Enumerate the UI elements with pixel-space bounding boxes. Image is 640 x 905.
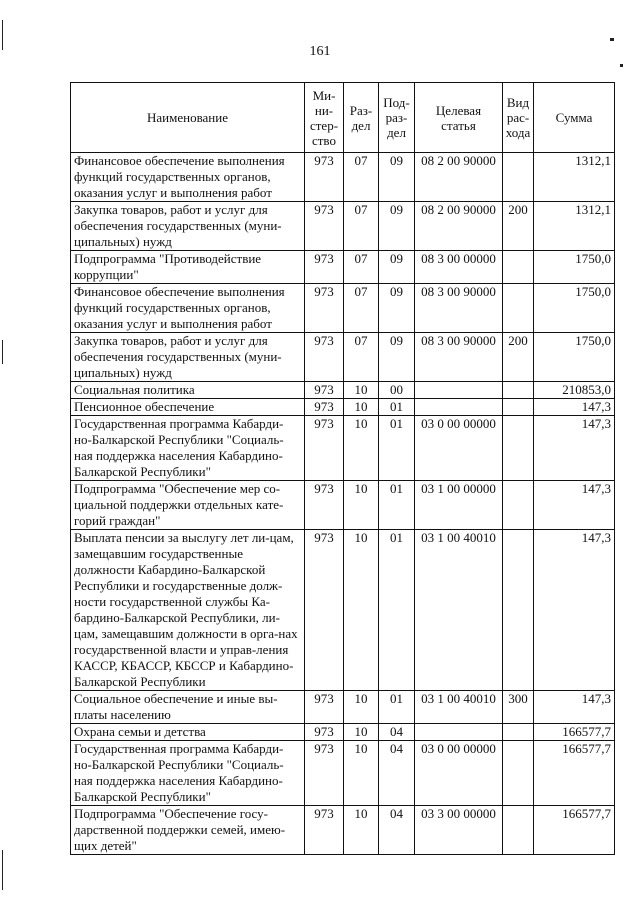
header-section [344, 83, 379, 153]
cell-name: Социальная политика [71, 382, 305, 399]
cell-ministry: 973 [305, 530, 344, 691]
cell-ministry: 973 [305, 481, 344, 530]
budget-table [70, 82, 615, 855]
cell-ministry: 973 [305, 382, 344, 399]
cell-target: 08 2 00 90000 [415, 202, 503, 251]
header-amount: Сумма [534, 83, 615, 153]
cell-expense-type [503, 416, 534, 481]
cell-name: Социальное обеспечение и иные вы-платы населению [71, 691, 305, 724]
cell-name: Государственная программа Кабарди-но-Балкарской Республики "Социаль-ная поддержка населения Кабардино-Балкарской Республики" [71, 416, 305, 481]
cell-expense-type [503, 251, 534, 284]
cell-subsection: 01 [379, 416, 415, 481]
table-header-row [71, 83, 615, 153]
cell-expense-type [503, 481, 534, 530]
table-row [71, 202, 615, 251]
cell-subsection: 09 [379, 284, 415, 333]
cell-subsection: 00 [379, 382, 415, 399]
cell-target: 08 2 00 90000 [415, 153, 503, 202]
cell-subsection: 09 [379, 153, 415, 202]
cell-target: 03 1 00 40010 [415, 691, 503, 724]
cell-section: 07 [344, 153, 379, 202]
cell-amount: 1750,0 [534, 284, 615, 333]
cell-amount: 147,3 [534, 530, 615, 691]
cell-target: 03 0 00 00000 [415, 741, 503, 806]
cell-section: 07 [344, 251, 379, 284]
table-row [71, 741, 615, 806]
cell-subsection: 09 [379, 202, 415, 251]
cell-target [415, 382, 503, 399]
cell-expense-type [503, 806, 534, 855]
cell-ministry: 973 [305, 741, 344, 806]
cell-target [415, 399, 503, 416]
cell-subsection: 01 [379, 691, 415, 724]
table-row [71, 806, 615, 855]
cell-expense-type: 200 [503, 202, 534, 251]
cell-expense-type [503, 530, 534, 691]
header-subsection-text: Под- раз- дел [383, 95, 410, 140]
cell-expense-type [503, 399, 534, 416]
cell-ministry: 973 [305, 806, 344, 855]
table-row [71, 251, 615, 284]
cell-subsection: 01 [379, 530, 415, 691]
cell-amount: 210853,0 [534, 382, 615, 399]
page-number: 161 [309, 44, 331, 59]
cell-amount: 166577,7 [534, 724, 615, 741]
table-row [71, 284, 615, 333]
cell-section: 10 [344, 481, 379, 530]
cell-target: 03 1 00 00000 [415, 481, 503, 530]
cell-section: 10 [344, 691, 379, 724]
cell-subsection: 09 [379, 251, 415, 284]
header-subsection [379, 83, 415, 153]
table-row [71, 481, 615, 530]
cell-amount: 1750,0 [534, 333, 615, 382]
table-body [71, 153, 615, 855]
cell-expense-type [503, 741, 534, 806]
cell-section: 07 [344, 202, 379, 251]
table-row [71, 153, 615, 202]
cell-expense-type [503, 724, 534, 741]
cell-name: Финансовое обеспечение выполнения функций государственных органов, оказания услуг и выполнения работ [71, 284, 305, 333]
header-name: Наименование [71, 83, 305, 153]
cell-section: 10 [344, 741, 379, 806]
cell-amount: 147,3 [534, 416, 615, 481]
cell-amount: 1750,0 [534, 251, 615, 284]
cell-section: 10 [344, 382, 379, 399]
scan-mark-right-2 [620, 64, 623, 67]
cell-ministry: 973 [305, 284, 344, 333]
cell-target: 03 1 00 40010 [415, 530, 503, 691]
cell-ministry: 973 [305, 333, 344, 382]
cell-section: 10 [344, 530, 379, 691]
table-row [71, 399, 615, 416]
cell-section: 07 [344, 333, 379, 382]
cell-subsection: 04 [379, 806, 415, 855]
cell-name: Охрана семьи и детства [71, 724, 305, 741]
cell-subsection: 09 [379, 333, 415, 382]
cell-section: 10 [344, 399, 379, 416]
header-target-text: Целевая статья [435, 102, 482, 133]
cell-amount: 1312,1 [534, 202, 615, 251]
header-section-text: Раз- дел [349, 102, 373, 133]
cell-subsection: 04 [379, 724, 415, 741]
table-row [71, 382, 615, 399]
cell-ministry: 973 [305, 399, 344, 416]
cell-name: Финансовое обеспечение выполнения функций государственных органов, оказания услуг и выполнения работ [71, 153, 305, 202]
cell-target: 03 0 00 00000 [415, 416, 503, 481]
header-ministry [305, 83, 344, 153]
cell-ministry: 973 [305, 251, 344, 284]
cell-target: 03 3 00 00000 [415, 806, 503, 855]
cell-ministry: 973 [305, 416, 344, 481]
cell-subsection: 04 [379, 741, 415, 806]
cell-name: Закупка товаров, работ и услуг для обеспечения государственных (муни-ципальных) нужд [71, 333, 305, 382]
cell-target [415, 724, 503, 741]
cell-subsection: 01 [379, 481, 415, 530]
scan-mark-right-1 [610, 38, 614, 41]
cell-amount: 147,3 [534, 691, 615, 724]
cell-ministry: 973 [305, 202, 344, 251]
cell-amount: 147,3 [534, 399, 615, 416]
cell-expense-type [503, 153, 534, 202]
scan-mark-left-3 [2, 850, 3, 890]
cell-target: 08 3 00 00000 [415, 251, 503, 284]
scan-mark-left-1 [2, 20, 3, 50]
cell-amount: 166577,7 [534, 741, 615, 806]
cell-name: Выплата пенсии за выслугу лет ли-цам, замещавшим государственные должности Кабардино-Балкарской Республики и государственные долж-ности государственной службы Ка-бардино-Балкарской Республики, ли-цам, замещавшим должности в орга-нах государственной власти и управ-ления КАССР, КБАССР, КБССР и Кабардино-Балкарской Республики [71, 530, 305, 691]
table-row [71, 691, 615, 724]
cell-amount: 1312,1 [534, 153, 615, 202]
table-row [71, 333, 615, 382]
cell-section: 10 [344, 724, 379, 741]
cell-amount: 166577,7 [534, 806, 615, 855]
cell-target: 08 3 00 90000 [415, 284, 503, 333]
cell-name: Подпрограмма "Противодействие коррупции" [71, 251, 305, 284]
header-expense-type [503, 83, 534, 153]
table-row [71, 530, 615, 691]
cell-ministry: 973 [305, 724, 344, 741]
cell-subsection: 01 [379, 399, 415, 416]
cell-name: Подпрограмма "Обеспечение госу-дарственной поддержки семей, имею-щих детей" [71, 806, 305, 855]
cell-name: Подпрограмма "Обеспечение мер со-циальной поддержки отдельных кате-горий граждан" [71, 481, 305, 530]
cell-name: Пенсионное обеспечение [71, 399, 305, 416]
cell-amount: 147,3 [534, 481, 615, 530]
cell-expense-type [503, 382, 534, 399]
cell-ministry: 973 [305, 153, 344, 202]
scan-mark-left-2 [2, 340, 3, 364]
header-ministry-text: Ми- ни- стер- ство [309, 87, 339, 148]
cell-section: 10 [344, 416, 379, 481]
cell-expense-type: 200 [503, 333, 534, 382]
header-expense-type-text: Вид рас- хода [505, 95, 531, 140]
cell-name: Закупка товаров, работ и услуг для обеспечения государственных (муни-ципальных) нужд [71, 202, 305, 251]
header-target [415, 83, 503, 153]
cell-target: 08 3 00 90000 [415, 333, 503, 382]
table-row [71, 416, 615, 481]
cell-section: 07 [344, 284, 379, 333]
cell-expense-type: 300 [503, 691, 534, 724]
table-row [71, 724, 615, 741]
cell-expense-type [503, 284, 534, 333]
cell-ministry: 973 [305, 691, 344, 724]
cell-section: 10 [344, 806, 379, 855]
cell-name: Государственная программа Кабарди-но-Балкарской Республики "Социаль-ная поддержка населения Кабардино-Балкарской Республики" [71, 741, 305, 806]
